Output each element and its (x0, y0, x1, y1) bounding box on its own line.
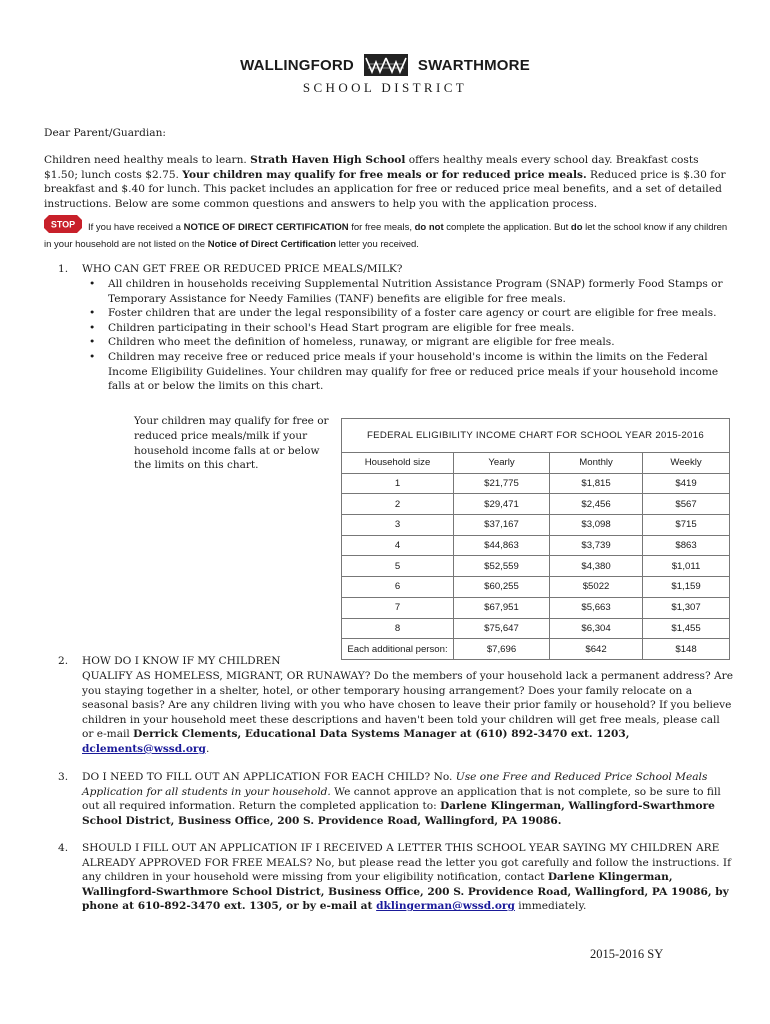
list-item: • Foster children that are under the legal responsibility of a foster care agency or court are eligible for free meals. (84, 306, 732, 321)
school-name: Strath Haven High School (250, 154, 406, 166)
table-cell: $3,098 (550, 515, 643, 536)
table-cell: $67,951 (454, 597, 550, 618)
list-item: • Children participating in their school's Head Start program are eligible for free meals. (84, 321, 732, 336)
table-cell: 3 (342, 515, 454, 536)
table-cell: $1,307 (643, 597, 730, 618)
table-cell: $1,011 (643, 556, 730, 577)
table-cell: 7 (342, 597, 454, 618)
table-cell: 8 (342, 618, 454, 639)
q2-question-line1: HOW DO I KNOW IF MY CHILDREN (82, 655, 281, 667)
district-name-right: SWARTHMORE (417, 56, 530, 74)
q3-question: DO I NEED TO FILL OUT AN APPLICATION FOR EACH CHILD? (82, 771, 431, 783)
income-eligibility-table (341, 418, 730, 660)
table-cell: $715 (643, 515, 730, 536)
list-item: • All children in households receiving Supplemental Nutrition Assistance Program (SNAP) formerly Food Stamps or Temporary Assistance for Needy Families (TANF) benefits are eligible for free meals. (84, 277, 732, 306)
q4-question: SHOULD I FILL OUT AN APPLICATION IF I RECEIVED A LETTER THIS SCHOOL YEAR SAYING MY CHILDREN ARE ALREADY APPROVED FOR FREE MEALS? (82, 842, 720, 869)
district-subtitle: SCHOOL DISTRICT (302, 80, 468, 95)
column-header: Weekly (643, 453, 730, 474)
table-cell: 2 (342, 494, 454, 515)
table-row (342, 494, 730, 515)
column-header: Monthly (550, 453, 643, 474)
list-item: • Children may receive free or reduced price meals if your household's income is within the limits on the Federal Income Eligibility Guidelines. Your children may qualify for free or reduced price meals if your household income falls at or below the limits on this chart. (84, 350, 732, 394)
income-side-note: Your children may qualify for free or reduced price meals/milk if your household income falls at or below the limits on this chart. (134, 415, 329, 472)
table-cell: $642 (550, 639, 643, 660)
table-cell: $5,663 (550, 597, 643, 618)
school-year-footer: 2015-2016 SY (590, 947, 664, 961)
direct-certification-notice: If you have received a NOTICE OF DIRECT CERTIFICATION for free meals, do not complete the application. But do let the school know if any children in your household are not listed on the Notice of Direct Certification letter you received. (44, 222, 728, 250)
q3-answer: DO I NEED TO FILL OUT AN APPLICATION FOR EACH CHILD? No. Use one Free and Reduced Price School Meals Application for all students in your household. We cannot approve an application that is not complete, so be sure to fill out all required information. Return the completed application to: Darlene Klingerman, Wallingford-Swarthmore School District, Business Office, 200 S. Providence Road, Wallingford, PA 19086. (82, 771, 721, 827)
table-cell: $7,696 (454, 639, 550, 660)
table-row (342, 597, 730, 618)
table-cell: $29,471 (454, 494, 550, 515)
qualify-statement: Your children may qualify for free meals or for reduced price meals. (182, 168, 587, 181)
table-cell: Each additional person: (342, 639, 454, 660)
table-cell: $60,255 (454, 577, 550, 598)
table-row (342, 535, 730, 556)
q4-contact: Darlene Klingerman, Wallingford-Swarthmore School District, Business Office, 200 S. Providence Road, Wallingford, PA 19086, by phone at 610-892-3470 ext. 1305, or by e-mail at (82, 871, 729, 913)
table-cell: 1 (342, 473, 454, 494)
district-logo-icon (364, 54, 408, 76)
table-cell: $44,863 (454, 535, 550, 556)
table-cell: $1,455 (643, 618, 730, 639)
district-header (0, 54, 770, 96)
table-cell: $21,775 (454, 473, 550, 494)
table-row (342, 473, 730, 494)
table-header-row (342, 453, 730, 474)
table-cell: $52,559 (454, 556, 550, 577)
table-cell: $37,167 (454, 515, 550, 536)
district-name-left: WALLINGFORD (240, 56, 354, 74)
table-cell: $148 (643, 639, 730, 660)
q4-answer: SHOULD I FILL OUT AN APPLICATION IF I RECEIVED A LETTER THIS SCHOOL YEAR SAYING MY CHILDREN ARE ALREADY APPROVED FOR FREE MEALS? No, but please read the letter you got carefully and follow the instructions. If any children in your household were missing from your eligibility notification, contact Darlene Klingerman, Wallingford-Swarthmore School District, Business Office, 200 S. Providence Road, Wallingford, PA 19086, by phone at 610-892-3470 ext. 1305, or by e-mail at dklingerman@wssd.org immediately. (82, 842, 732, 913)
table-cell: $4,380 (550, 556, 643, 577)
q2-contact: Derrick Clements, Educational Data Systems Manager at (610) 892-3470 ext. 1203, (133, 728, 630, 741)
table-row (342, 515, 730, 536)
dklingerman-email-link[interactable]: dklingerman@wssd.org (376, 900, 515, 913)
table-row (342, 618, 730, 639)
dclements-email-link[interactable]: dclements@wssd.org (82, 742, 206, 755)
q3-return-address: Darlene Klingerman, Wallingford-Swarthmore School District, Business Office, 200 S. Providence Road, Wallingford, PA 19086. (82, 800, 715, 827)
table-cell: $567 (643, 494, 730, 515)
table-cell: $75,647 (454, 618, 550, 639)
table-cell: $863 (643, 535, 730, 556)
table-cell: $419 (643, 473, 730, 494)
q3-number: 3. (58, 771, 69, 783)
q2-answer: QUALIFY AS HOMELESS, MIGRANT, OR RUNAWAY? Do the members of your household lack a permanent address? Are you staying together in a shelter, hotel, or other temporary housing arrangement? Does your family relocate on a seasonal basis? Are any children living with you who have chosen to leave their prior family or household? If you believe children in your household meet these descriptions and haven't been told your children will get free meals, please call or e-mail Derrick Clements, Educational Data Systems Manager at (610) 892-3470 ext. 1203, dclements@wssd.org. (82, 670, 734, 755)
q1-question: WHO CAN GET FREE OR REDUCED PRICE MEALS/MILK? (82, 263, 403, 275)
table-row (342, 577, 730, 598)
table-cell: 4 (342, 535, 454, 556)
list-item: • Children who meet the definition of homeless, runaway, or migrant are eligible for free meals. (84, 335, 732, 350)
column-header: Yearly (454, 453, 550, 474)
table-cell: 5 (342, 556, 454, 577)
table-title-row (342, 419, 730, 453)
table-cell: $2,456 (550, 494, 643, 515)
column-header: Household size (342, 453, 454, 474)
table-cell: $1,815 (550, 473, 643, 494)
income-chart-title: FEDERAL ELIGIBILITY INCOME CHART FOR SCHOOL YEAR 2015-2016 (342, 419, 730, 453)
q2-question-rest: QUALIFY AS HOMELESS, MIGRANT, OR RUNAWAY? (82, 670, 371, 682)
greeting: Dear Parent/Guardian: (44, 127, 167, 139)
table-cell: $5022 (550, 577, 643, 598)
table-row (342, 639, 730, 660)
table-cell: $6,304 (550, 618, 643, 639)
q1-number: 1. (58, 263, 69, 275)
table-cell: 6 (342, 577, 454, 598)
table-row (342, 556, 730, 577)
q2-number: 2. (58, 655, 69, 667)
q1-bullet-list (84, 277, 732, 394)
intro-paragraph: Children need healthy meals to learn. Strath Haven High School offers healthy meals every school day. Breakfast costs $1.50; lunch costs $2.75. Your children may qualify for free meals or for reduced price meals. Reduced price is $.30 for breakfast and $.40 for lunch. This packet includes an application for free or reduced price meal benefits, and a set of detailed instructions. Below are some common questions and answers to help you with the application process. (44, 154, 726, 210)
q4-number: 4. (58, 842, 69, 854)
stop-sign-text: STOP (50, 219, 76, 230)
table-cell: $1,159 (643, 577, 730, 598)
table-cell: $3,739 (550, 535, 643, 556)
